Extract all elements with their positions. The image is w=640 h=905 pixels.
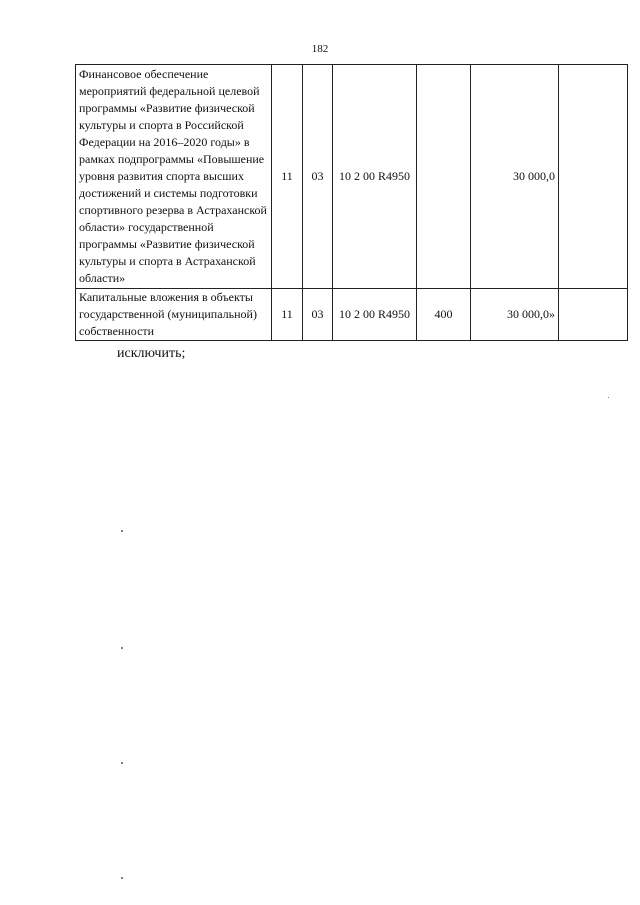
row-description: Капитальные вложения в объекты государственной (муниципальной) собственности [76, 289, 272, 341]
scan-speck [608, 397, 609, 398]
table-row [76, 289, 628, 341]
row-expense-type [417, 65, 471, 289]
scan-speck [121, 762, 123, 764]
row-amount: 30 000,0 [471, 65, 559, 289]
row-subsection: 03 [303, 65, 333, 289]
scan-speck [121, 877, 123, 879]
row-extra [559, 65, 628, 289]
budget-table [75, 64, 628, 341]
row-subsection: 03 [303, 289, 333, 341]
row-amount: 30 000,0» [471, 289, 559, 341]
scan-speck [121, 530, 123, 532]
scan-speck [121, 647, 123, 649]
row-target-article: 10 2 00 R4950 [333, 289, 417, 341]
page-number: 182 [311, 43, 329, 55]
instruction-text: исключить; [117, 346, 186, 361]
table-row [76, 65, 628, 289]
row-target-article: 10 2 00 R4950 [333, 65, 417, 289]
row-expense-type: 400 [417, 289, 471, 341]
row-description: Финансовое обеспечение мероприятий федеральной целевой программы «Развитие физической культуры и спорта в Российской Федерации на 2016–2020 годы» в рамках подпрограммы «Повышение уровня развития спорта высших достижений и системы подготовки спортивного резерва в Астраханской области» государственной программы «Развитие физической культуры и спорта в Астраханской области» [76, 65, 272, 289]
row-section: 11 [272, 65, 303, 289]
row-extra [559, 289, 628, 341]
row-section: 11 [272, 289, 303, 341]
